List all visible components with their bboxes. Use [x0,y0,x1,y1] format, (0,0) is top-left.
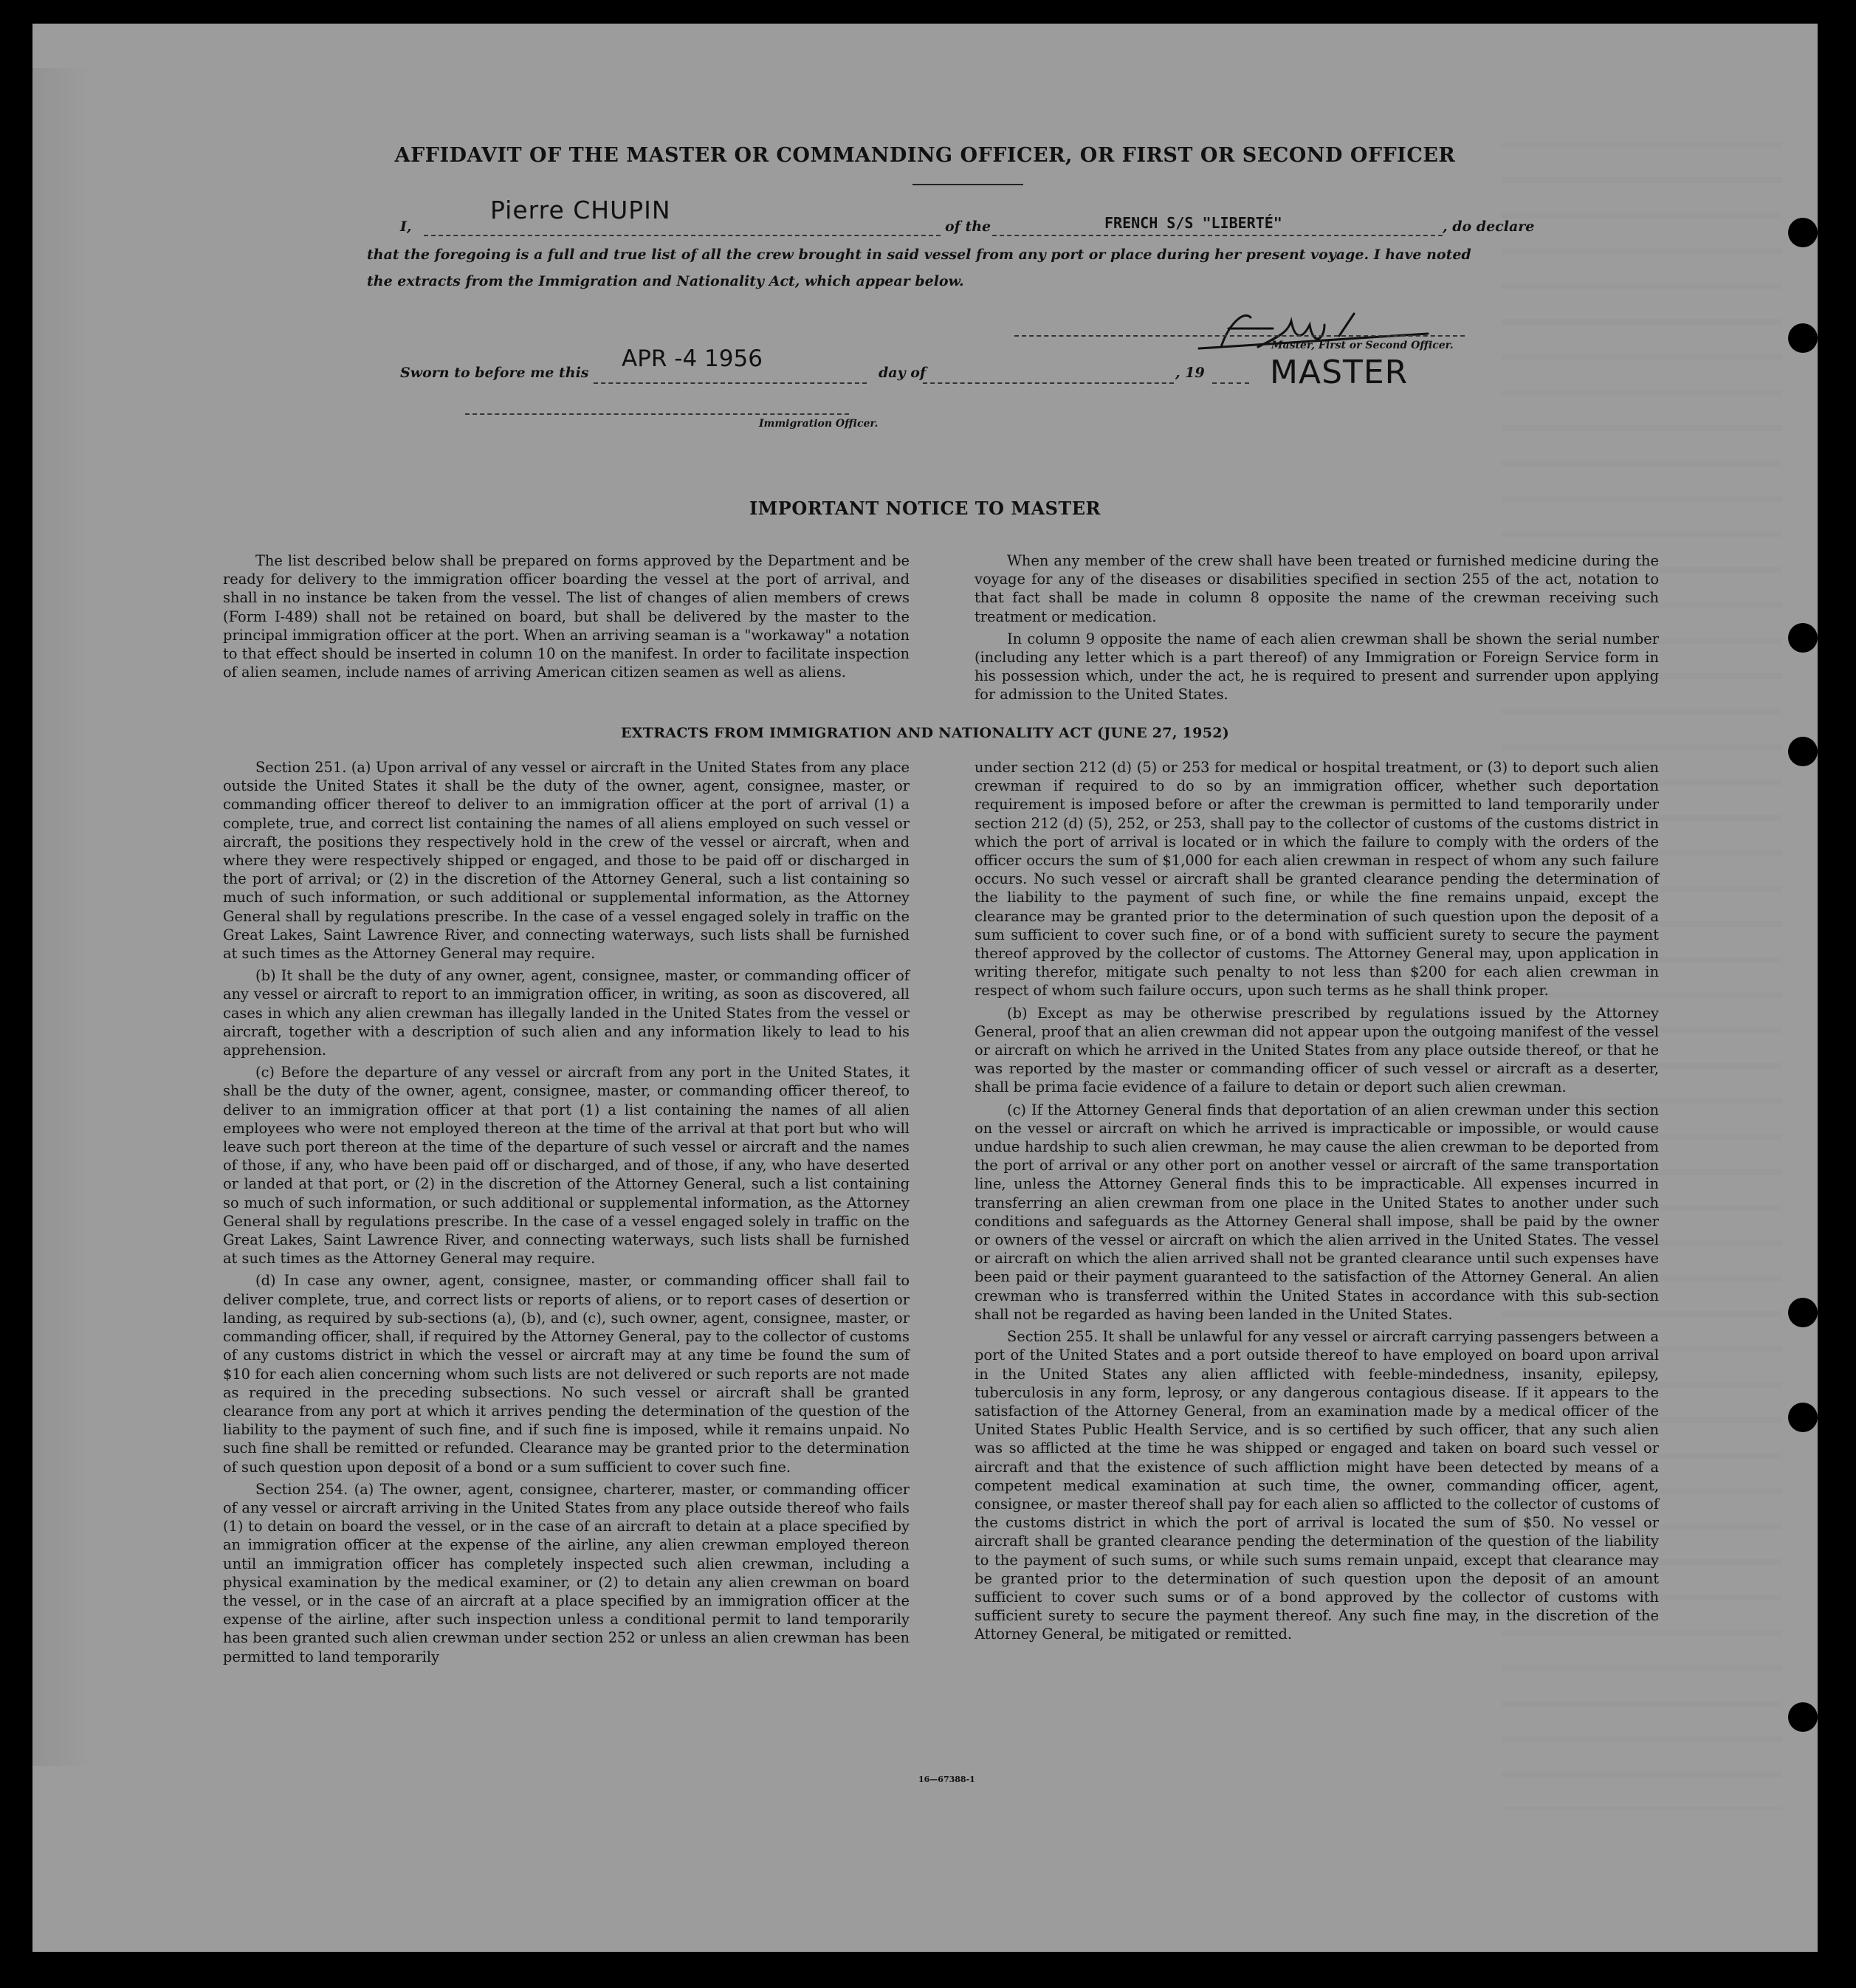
extract-paragraph: Section 254. (a) The owner, agent, consignee, charterer, master, or commanding officer of any vessel or aircraft arriving in the United States from any place outside thereof who fails (1) to detain on board the vessel, or in the case of an aircraft to detain at a place specified by an immigration officer at the expense of the airline, any alien crewman employed thereon until an immigration officer has completely inspected such alien crewman, including a physical examination by the medical examiner, or (2) to detain any alien crewman on board the vessel, or in the case of an aircraft at a place specified by an immigration officer at the expense of the airline, after such inspection unless a conditional permit to land temporarily has been granted such alien crewman under section 252 or unless an alien crewman has been permitted to land temporarily [223,1480,910,1665]
hole-punch [1788,737,1818,766]
year-label: , 19 [1175,365,1205,381]
hole-punch [1788,323,1818,353]
master-name-value: Pierre CHUPIN [490,196,671,224]
notice-right-column [975,551,1659,708]
extract-paragraph: Section 255. It shall be unlawful for any vessel or aircraft carrying passengers between a port of the United States and a port outside thereof to have employed on board upon arrival in the United States any alien afflicted with feeble-mindedness, insanity, epilepsy, tuberculosis in any form, leprosy, or any dangerous contagious disease. If it appears to the satisfaction of the Attorney General, from an examination made by a medical officer of the United States Public Health Service, and is so certified by such officer, that any such alien was so afflicted at the time he was shipped or engaged and taken on board such vessel or aircraft and that the existence of such affliction might have been detected by means of a competent medical examination at such time, the owner, commanding officer, agent, consignee, or master thereof shall pay for each alien so afflicted to the collector of customs of the customs district in which the port of arrival is located the sum of $50. No vessel or aircraft shall be granted clearance pending the determination of the question of the liability to the payment of such sums, or while such sums remain unpaid, except that clearance may be granted prior to the determination of such question upon the deposit of an amount sufficient to cover such sums or of a bond approved by the collector of customs with sufficient surety to secure the payment thereof. Any such fine may, in the discretion of the Attorney General, be mitigated or remitted. [975,1328,1659,1643]
master-signature [1177,295,1457,362]
faint-bleed-through-left [32,68,92,1766]
hole-punch [1788,623,1818,653]
declaration-line-1: that the foregoing is a full and true list of all the crew brought in said vessel from any port or place during her present voyage. I have noted [367,247,1471,263]
affidavit-title: AFFIDAVIT OF THE MASTER OR COMMANDING OFFICER, OR FIRST OR SECOND OFFICER [394,144,1456,167]
hole-punch [1788,1298,1818,1327]
extracts-right-column [975,758,1659,1648]
hole-punch [1788,1403,1818,1432]
sworn-label: Sworn to before me this [400,365,589,381]
extract-paragraph: under section 212 (d) (5) or 253 for medical or hospital treatment, or (3) to deport such alien crewman if required to do so by an immigration officer, whether such deportation requirement is imposed before or after the crewman is permitted to land temporarily under section 212 (d) (5), 252, or 253, shall pay to the collector of customs of the customs district in which the port of arrival is located or in which the failure to comply with the orders of the officer occurs the sum of $1,000 for each alien crewman in respect of whom any such failure occurs. No such vessel or aircraft shall be granted clearance pending the determination of the liability to the payment of such fine, or while the fine remains unpaid, except the clearance may be granted prior to the determination of such question upon the deposit of a sum sufficient to cover such fine, or of a bond with sufficient surety to secure the payment thereof approved by the collector of customs. The Attorney General may, upon application in writing therefor, mitigate such penalty to not less than $200 for each alien crewman in respect of whom such failure occurs, upon such terms as he shall think proper. [975,759,1659,1000]
document-page [32,24,1818,1952]
hole-punch [1788,218,1818,247]
master-stamp: MASTER [1270,354,1409,391]
signature-line [1014,335,1465,337]
master-name-line [424,235,941,236]
extract-paragraph: (c) If the Attorney General finds that deportation of an alien crewman under this section on the vessel or aircraft on which he arrived is impracticable or impossible, or would cause undue hardship to such alien crewman, he may cause the alien crewman to be deported from the port of arrival or any other port on another vessel or aircraft of the same transportation line, unless the Attorney General finds this to be impracticable. All expenses incurred in transferring an alien crewman from one place in the United States to another under such conditions and safeguards as the Attorney General shall impose, shall be paid by the owner or owners of the vessel or aircraft on which the alien arrived in the United States. The vessel or aircraft on which the alien arrived shall not be granted clearance until such expenses have been paid or their payment guaranteed to the satisfaction of the Attorney General. An alien crewman who is transferred within the United States in accordance with this sub-section shall not be regarded as having been landed in the United States. [975,1101,1659,1323]
title-rule [912,184,1023,185]
sworn-date-stamp: APR -4 1956 [622,345,763,372]
extract-paragraph: (b) Except as may be otherwise prescribed by regulations issued by the Attorney General, proof that an alien crewman did not appear upon the outgoing manifest of the vessel or aircraft on which he arrived in the United States from any place outside thereof, or that he was reported by the master or commanding officer of such vessel or aircraft as a deserter, shall be prima facie evidence of a failure to detain or deport such alien crewman. [975,1004,1659,1096]
immigration-officer-caption: Immigration Officer. [759,418,879,430]
form-number: 16—67388-1 [918,1775,975,1784]
sworn-date-line [594,382,867,384]
notice-paragraph: The list described below shall be prepared on forms approved by the Department and be ready for delivery to the immigration officer boarding the vessel at the port of arrival, and shall in no instance be taken from the vessel. The list of changes of alien members of crews (Form I-489) shall not be retained on board, but shall be delivered by the master to the principal immigration officer at the port. When an arriving seaman is a "workaway" a notation to that effect should be inserted in column 10 on the manifest. In order to facilitate inspection of alien seamen, include names of arriving American citizen seamen as well as aliens. [223,552,910,681]
hole-punch [1788,1702,1818,1732]
extract-paragraph: Section 251. (a) Upon arrival of any vessel or aircraft in the United States from any place outside the United States it shall be the duty of the owner, agent, consignee, master, or commanding officer thereof to deliver to an immigration officer at the port of arrival (1) a complete, true, and correct list containing the names of all aliens employed on such vessel or aircraft, the positions they respectively hold in the crew of the vessel or aircraft, when and where they were respectively shipped or engaged, and those to be paid off or discharged in the port of arrival; or (2) in the discretion of the Attorney General, such a list containing so much of such information, or such additional or supplemental information, as the Attorney General shall by regulations prescribe. In the case of a vessel engaged solely in traffic on the Great Lakes, Saint Lawrence River, and connecting waterways, such lists shall be furnished at such times as the Attorney General may require. [223,759,910,963]
notice-heading: IMPORTANT NOTICE TO MASTER [749,498,1101,519]
do-declare-label: , do declare [1443,219,1535,235]
notice-left-column [223,551,910,685]
of-the-label: of the [945,219,991,235]
day-of-label: day of [879,365,927,381]
extracts-heading: EXTRACTS FROM IMMIGRATION AND NATIONALITY ACT (JUNE 27, 1952) [620,725,1230,741]
extract-paragraph: (c) Before the departure of any vessel or aircraft from any port in the United States, it shall be the duty of the owner, agent, consignee, master, or commanding officer thereof, to deliver to an immigration officer at that port (1) a list containing the names of all alien employees who were not employed thereon at the time of the arrival at that port but who will leave such port thereon at the time of the departure of such vessel or aircraft and the names of those, if any, who have been paid off or discharged, and of those, if any, who have deserted or landed at that port, or (2) in the discretion of the Attorney General, such a list containing so much of such information, or such additional or supplemental information, as the Attorney General shall by regulations prescribe. In the case of a vessel engaged solely in traffic on the Great Lakes, Saint Lawrence River, and connecting waterways, such lists shall be furnished at such times as the Attorney General may require. [223,1064,910,1268]
officer-caption: Master, First or Second Officer. [1271,340,1454,351]
extracts-left-column [223,758,910,1670]
year-line [1212,382,1249,384]
extract-paragraph: (d) In case any owner, agent, consignee, master, or commanding officer shall fail to deliver complete, true, and correct lists or reports of aliens, or to report cases of desertion or landing, as required by sub-sections (a), (b), and (c), such owner, agent, consignee, master, or commanding officer, shall, if required by the Attorney General, pay to the collector of customs of any customs district in which the vessel or aircraft may at any time be found the sum of $10 for each alien concerning whom such lists are not delivered or such reports are not made as required in the preceding subsections. No such vessel or aircraft shall be granted clearance from any port at which it arrives pending the determination of the question of the liability to the payment of such fine, and if such fine is imposed, while it remains unpaid. No such fine shall be remitted or refunded. Clearance may be granted prior to the determination of such question upon deposit of a bond or a sum sufficient to cover such fine. [223,1272,910,1476]
i-label: I, [400,219,412,235]
declaration-line-2: the extracts from the Immigration and Nationality Act, which appear below. [367,273,964,289]
extract-paragraph: (b) It shall be the duty of any owner, agent, consignee, master, or commanding officer of any vessel or aircraft to report to an immigration officer, in writing, as soon as discovered, all cases in which any alien crewman has illegally landed in the United States from the vessel or aircraft, together with a description of such alien and any information likely to lead to his apprehension. [223,967,910,1059]
notice-paragraph: When any member of the crew shall have been treated or furnished medicine during the voyage for any of the diseases or disabilities specified in section 255 of the act, notation to that fact shall be made in column 8 opposite the name of the crewman receiving such treatment or medication. [975,552,1659,625]
vessel-name-value: FRENCH S/S "LIBERTÉ" [1104,214,1282,232]
month-line [923,382,1174,384]
notice-paragraph: In column 9 opposite the name of each alien crewman shall be shown the serial number (including any letter which is a part thereof) of any Immigration or Foreign Service form in his possession which, under the act, he is required to present and surrender upon applying for admission to the United States. [975,630,1659,704]
immigration-officer-line [465,413,849,415]
vessel-name-line [992,235,1443,236]
